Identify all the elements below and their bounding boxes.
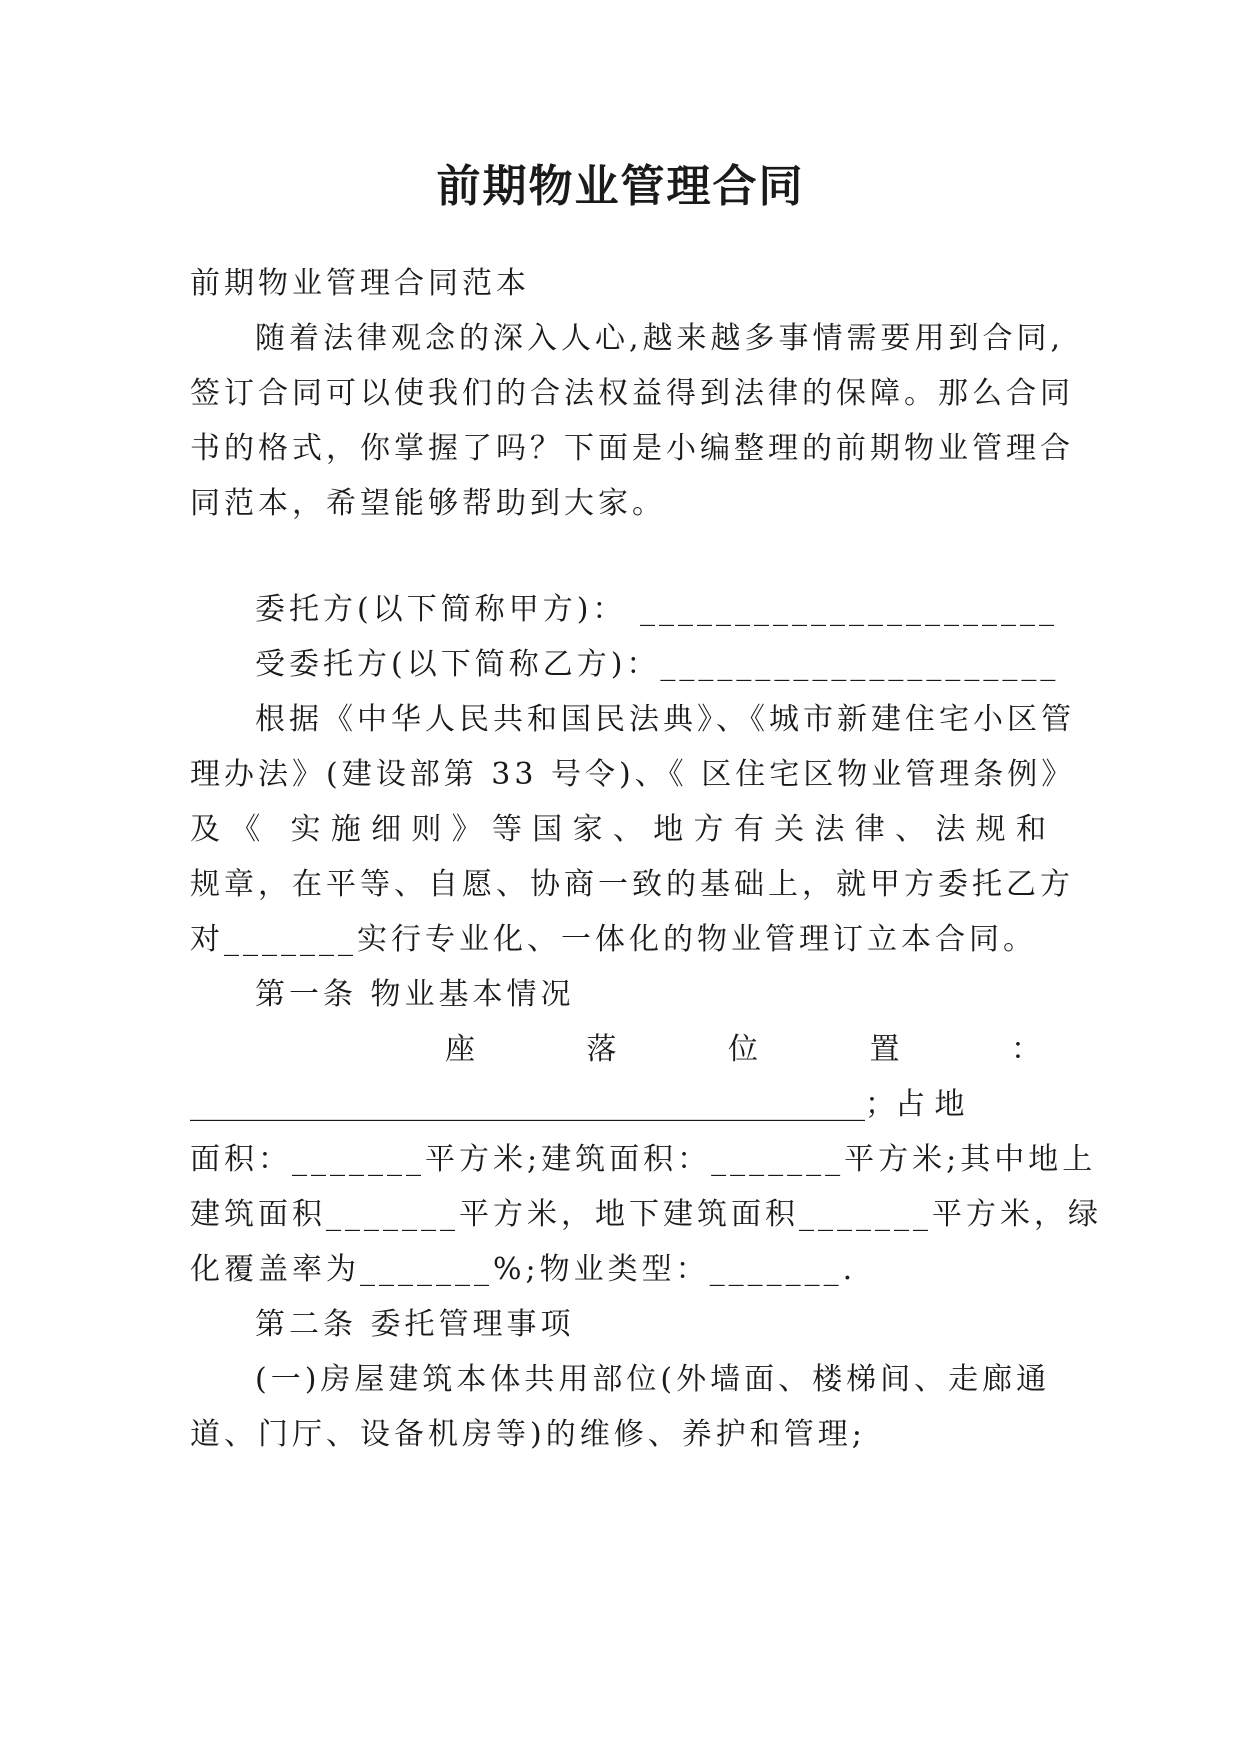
- location-char: ：: [1011, 1032, 1045, 1067]
- intro-line-4: 同范本，希望能够帮助到大家。: [190, 486, 666, 521]
- intro-line-3: 书的格式，你掌握了吗？下面是小编整理的前期物业管理合: [190, 431, 1074, 466]
- intro-line-1: 随着法律观念的深入人心,越来越多事情需要用到合同,: [255, 321, 1065, 356]
- location-char: 落: [586, 1032, 621, 1067]
- location-blank-line: _____________________________________________；占 地: [190, 1087, 965, 1122]
- basis-line-4: 规章，在平等、自愿、协商一致的基础上，就甲方委托乙方: [190, 867, 1074, 902]
- area-line: 面积：_______平方米;建筑面积：_______平方米;其中地上: [190, 1142, 1097, 1177]
- green-rate-line: 化覆盖率为_______%;物业类型：_______.: [190, 1252, 857, 1287]
- building-area-line: 建筑面积_______平方米，地下建筑面积_______平方米，绿: [190, 1197, 1102, 1232]
- location-char: 座: [445, 1032, 479, 1067]
- article-1-heading: 第一条 物业基本情况: [255, 977, 575, 1012]
- party-b-field: 受委托方(以下简称乙方)：_____________________: [255, 647, 1060, 682]
- location-char: 位: [728, 1032, 762, 1067]
- basis-line-5: 对_______实行专业化、一体化的物业管理订立本合同。: [190, 922, 1037, 957]
- location-char: 置: [869, 1032, 904, 1067]
- article-2-line-1: (一)房屋建筑本体共用部位(外墙面、楼梯间、走廊通: [255, 1362, 1051, 1397]
- intro-line-2: 签订合同可以使我们的合法权益得到法律的保障。那么合同: [190, 376, 1074, 411]
- document-title: 前期物业管理合同: [436, 161, 805, 212]
- basis-line-3: 及《 实施细则》等国家、地方有关法律、法规和: [190, 812, 1050, 847]
- article-2-heading: 第二条 委托管理事项: [255, 1307, 575, 1342]
- document-subtitle: 前期物业管理合同范本: [190, 266, 530, 301]
- basis-line-2: 理办法》(建设部第 33 号令)、《 区住宅区物业管理条例》: [190, 757, 1076, 792]
- basis-line-1: 根据《中华人民共和国民法典》、《城市新建住宅小区管: [255, 702, 1075, 737]
- article-2-line-2: 道、门厅、设备机房等)的维修、养护和管理;: [190, 1417, 866, 1452]
- party-a-field: 委托方(以下简称甲方)： ______________________: [255, 592, 1058, 627]
- location-label: [445, 1030, 1045, 1070]
